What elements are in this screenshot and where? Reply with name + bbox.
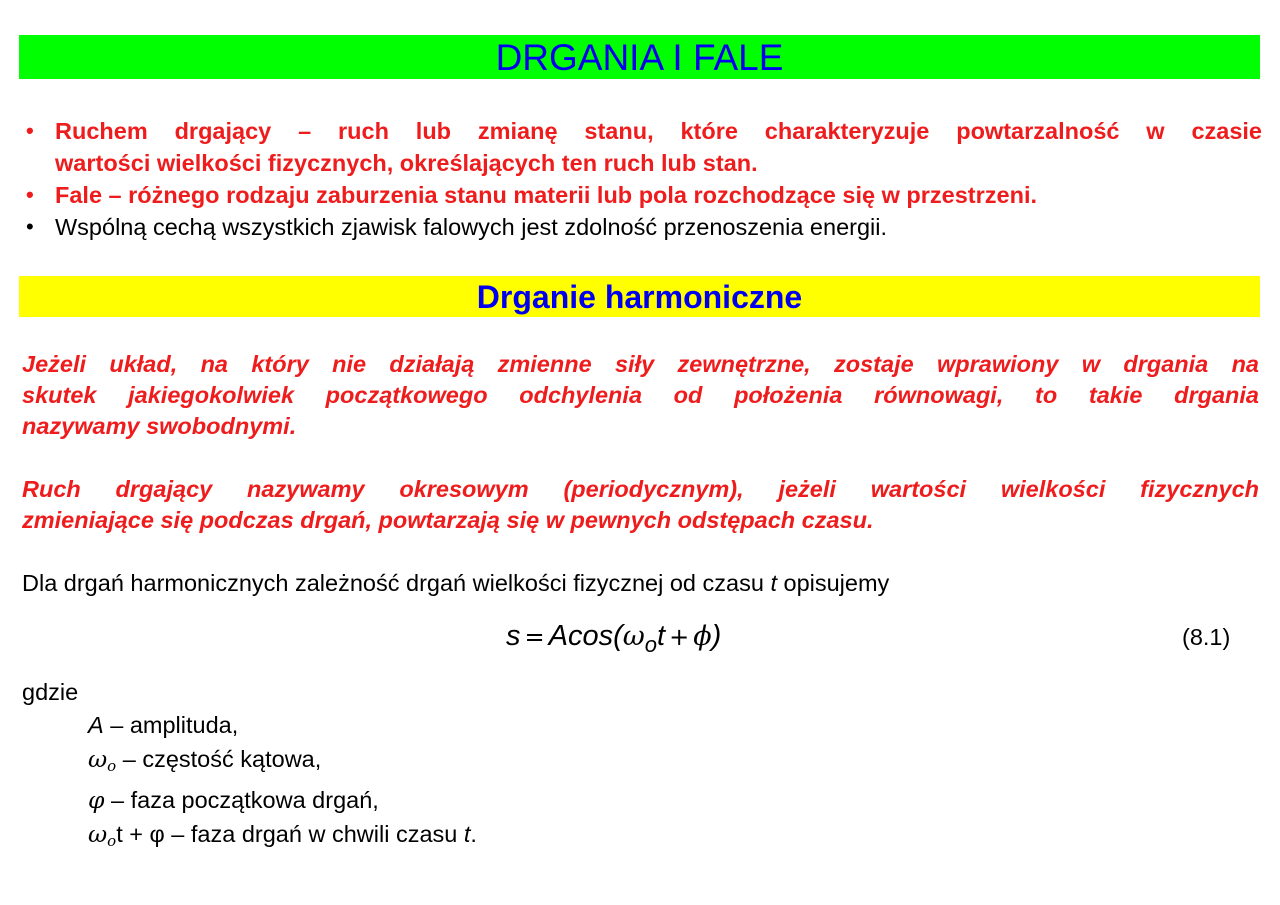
- eq-function: Acos(: [548, 620, 623, 652]
- definition-periodic-motion: [22, 474, 1259, 536]
- eq-close: ): [711, 620, 722, 652]
- equation-number: (8.1): [1182, 624, 1231, 650]
- paragraph-line: zmieniające się podczas drgań, powtarzają się w pewnych odstępach czasu.: [22, 507, 874, 533]
- paragraph-line: nazywamy swobodnymi.: [22, 413, 297, 439]
- section-banner: [19, 276, 1260, 317]
- page-title: DRGANIA I FALE: [495, 37, 784, 78]
- eq-subscript: o: [644, 632, 658, 657]
- eq-phi: ϕ: [693, 621, 712, 652]
- bullet-line: Ruchem drgający – ruch lub zmianę stanu, które charakteryzuje powtarzalność w czasie: [55, 118, 1262, 144]
- bullet-line: wartości wielkości fizycznych, określających ten ruch lub stan.: [55, 150, 758, 176]
- def-text: t + φ – faza drgań w chwili czasu: [116, 821, 464, 847]
- paragraph-line: skutek jakiegokolwiek początkowego odchylenia od położenia równowagi, to takie drgania: [22, 382, 1259, 408]
- definition-row: [88, 742, 477, 783]
- paragraph-line: Ruch drgający nazywamy okresowym (periodycznym), jeżeli wartości wielkości fizycznych: [22, 476, 1259, 502]
- paragraph-line: Jeżeli układ, na który nie działają zmienne siły zewnętrzne, zostaje wprawiony w drgania na: [22, 351, 1259, 377]
- def-text: – częstość kątowa,: [116, 746, 322, 772]
- def-end: .: [470, 821, 477, 847]
- bullet-icon: •: [26, 214, 34, 239]
- intro-text-end: opisujemy: [776, 570, 890, 596]
- bullet-icon: •: [26, 118, 34, 143]
- list-item: [22, 179, 1262, 211]
- intro-text: Dla drgań harmonicznych zależność drgań wielkości fizycznej od czasu: [22, 570, 771, 596]
- def-symbol: ω: [88, 820, 108, 848]
- definition-row: [88, 783, 477, 817]
- def-text: – amplituda,: [103, 712, 239, 738]
- definition-row: [88, 708, 477, 742]
- def-variable: t: [463, 821, 471, 847]
- symbol-definitions: [88, 708, 477, 858]
- def-subscript: o: [107, 832, 117, 850]
- bullet-line: Wspólną cechą wszystkich zjawisk falowych jest zdolność przenoszenia energii.: [55, 214, 888, 240]
- def-subscript: o: [107, 757, 117, 775]
- title-banner: [19, 35, 1260, 79]
- bullet-line: Fale – różnego rodzaju zaburzenia stanu materii lub pola rozchodzące się w przestrzeni.: [55, 182, 1037, 208]
- list-item: [22, 211, 1262, 243]
- eq-plus: +: [669, 623, 690, 651]
- def-symbol: φ: [88, 786, 105, 814]
- definition-row: [88, 817, 477, 858]
- section-title: Drganie harmoniczne: [476, 279, 803, 315]
- bullet-icon: •: [26, 182, 34, 207]
- list-item: [22, 115, 1262, 179]
- eq-time: t: [657, 620, 666, 652]
- time-variable: t: [770, 570, 777, 596]
- intro-bullet-list: [22, 115, 1262, 243]
- def-text: – faza początkowa drgań,: [104, 787, 379, 813]
- eq-equals: =: [524, 623, 545, 651]
- eq-lhs: s: [506, 620, 521, 652]
- definition-free-oscillations: [22, 349, 1259, 442]
- def-symbol: ω: [88, 745, 108, 773]
- formula-intro: [22, 568, 889, 599]
- where-label: gdzie: [22, 679, 79, 705]
- def-symbol: A: [88, 712, 104, 738]
- eq-omega: ω: [622, 621, 645, 652]
- harmonic-equation: [506, 618, 721, 663]
